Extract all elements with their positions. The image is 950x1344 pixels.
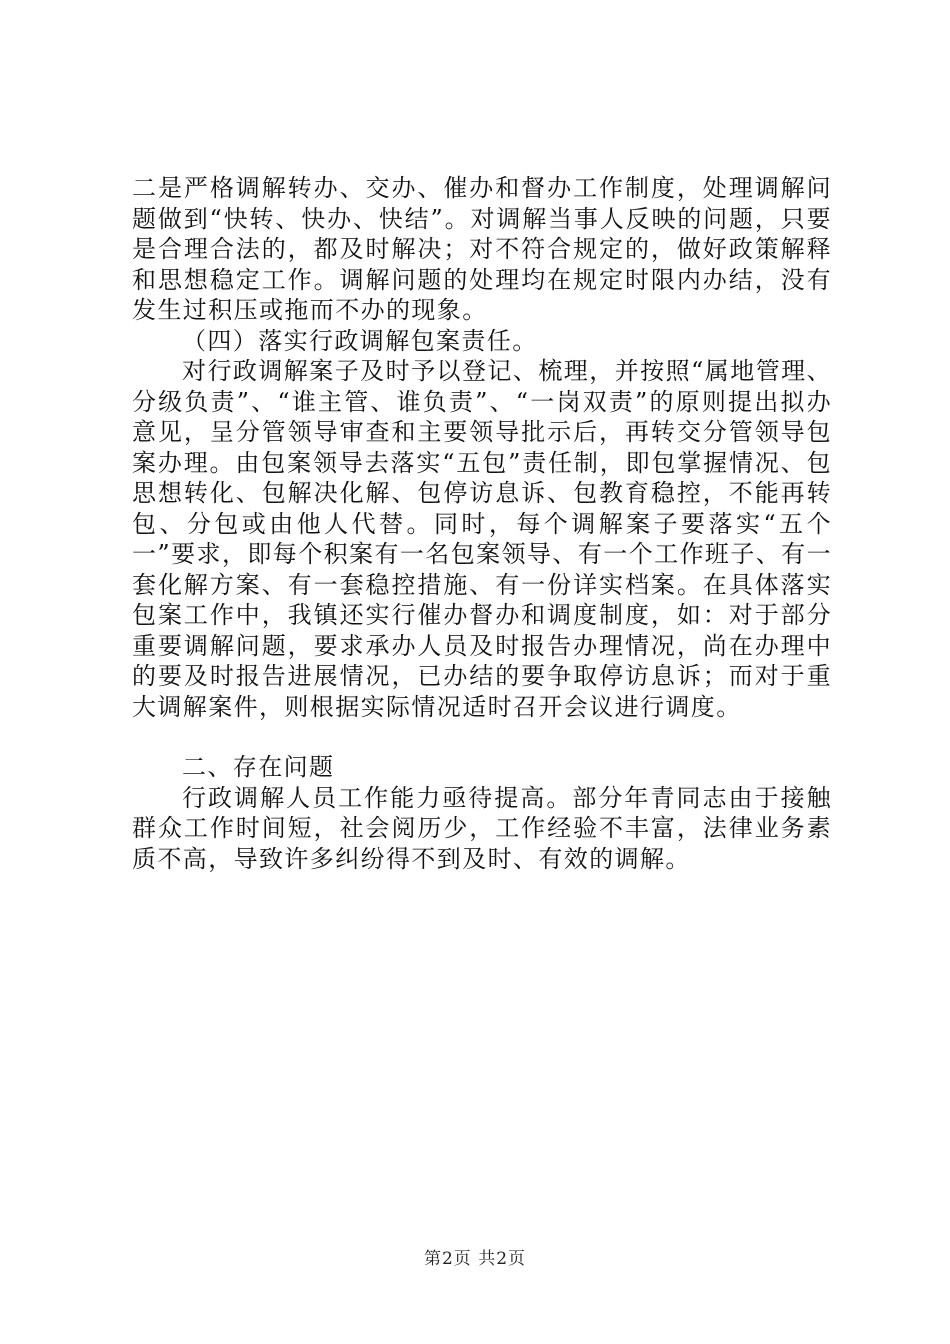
section-heading-case-responsibility: （四）落实行政调解包案责任。 xyxy=(182,326,538,355)
paragraph-case-responsibility: 对行政调解案子及时予以登记、梳理，并按照“属地管理、分级负责”、“谁主管、谁负责”、“一岗双责”的原则提出拟办意见，呈分管领导审查和主要领导批示后，再转交分管领导包案办理。由包案领导去落实“五包”责任制，即包掌握情况、包思想转化、包解决化解、包停访息诉、包教育稳控，不能再转包、分包或由他人代替。同时，每个调解案子要落实“五个一”要求，即每个积案有一名包案领导、有一个工作班子、有一套化解方案、有一套稳控措施、有一份详实档案。在具体落实包案工作中，我镇还实行催办督办和调度制度，如：对于部分重要调解问题，要求承办人员及时报告办理情况，尚在办理中的要及时报告进展情况，已办结的要争取停访息诉；而对于重大调解案件，则根据实际情况适时召开会议进行调度。 xyxy=(132,357,832,721)
section-heading-existing-problems: 二、存在问题 xyxy=(182,753,335,781)
document-body xyxy=(132,173,832,874)
paragraph-existing-problems: 行政调解人员工作能力亟待提高。部分年青同志由于接触群众工作时间短，社会阅历少，工作经验不丰富，法律业务素质不高，导致许多纠纷得不到及时、有效的调解。 xyxy=(132,783,832,873)
paragraph-supervision-system: 二是严格调解转办、交办、催办和督办工作制度，处理调解问题做到“快转、快办、快结”。对调解当事人反映的问题，只要是合理合法的，都及时解决；对不符合规定的，做好政策解释和思想稳定工作。调解问题的处理均在规定时限内办结，没有发生过积压或拖而不办的现象。 xyxy=(132,174,832,324)
paragraph-gap xyxy=(132,722,832,752)
page-number-footer: 第2页 共2页 xyxy=(423,1249,527,1269)
